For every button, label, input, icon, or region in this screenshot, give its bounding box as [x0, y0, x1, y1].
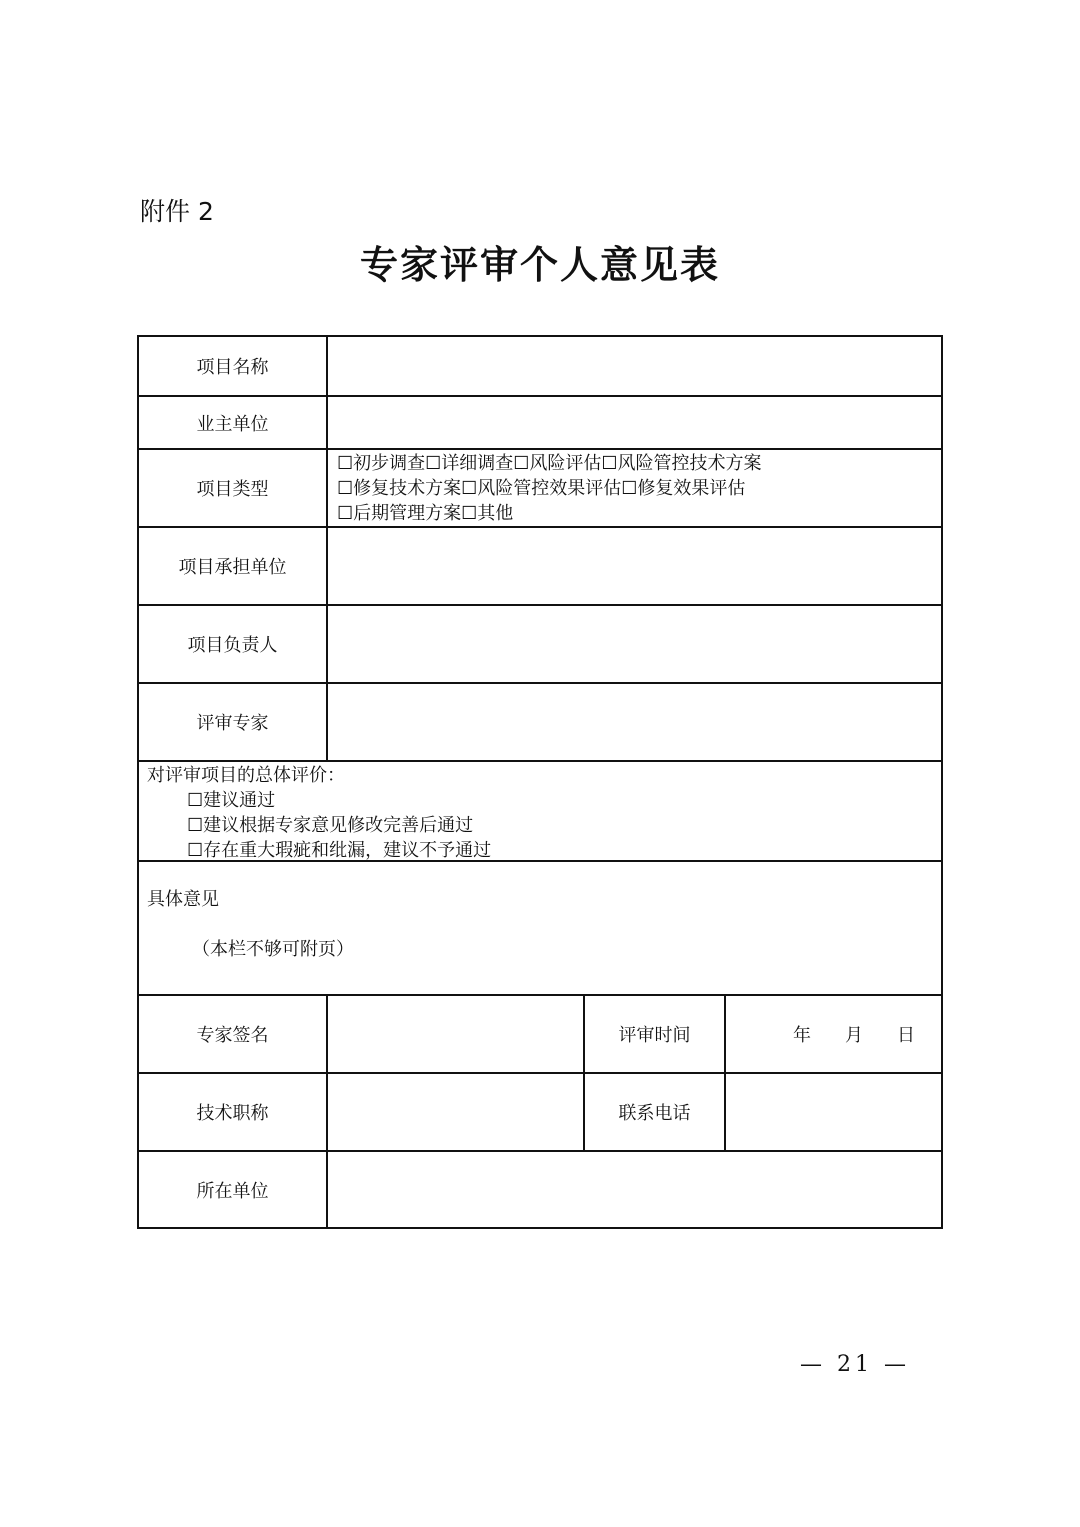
review-form-table [137, 335, 943, 1229]
evaluation-option-reject[interactable]: ☐存在重大瑕疵和纰漏，建议不予通过 [187, 840, 492, 861]
owner-unit-field[interactable] [328, 397, 941, 448]
page-number: — 21 — [800, 1352, 910, 1377]
row-divider [137, 760, 943, 762]
label-review-time: 评审时间 [618, 1025, 691, 1046]
evaluation-option-pass-after-revision[interactable]: ☐建议根据专家意见修改完善后通过 [187, 815, 474, 836]
label-expert-signature: 专家签名 [196, 1025, 269, 1046]
label-project-type: 项目类型 [196, 479, 269, 500]
project-name-field[interactable] [328, 337, 941, 395]
specific-opinion-note: （本栏不够可附页） [192, 939, 354, 960]
project-type-option-line[interactable]: ☐修复技术方案☐风险管控效果评估☐修复效果评估 [337, 478, 746, 499]
label-owner-unit: 业主单位 [196, 413, 269, 435]
affiliation-field[interactable] [328, 1152, 941, 1227]
label-review-expert: 评审专家 [196, 713, 269, 734]
project-type-options [337, 451, 762, 526]
table-border-right [941, 335, 943, 1229]
label-affiliation: 所在单位 [196, 1180, 269, 1202]
technical-title-field[interactable] [328, 1074, 583, 1150]
label-contact-phone: 联系电话 [618, 1103, 691, 1124]
project-type-option-line[interactable]: ☐后期管理方案☐其他 [337, 503, 514, 524]
label-project-leader: 项目负责人 [187, 635, 278, 656]
date-day: 日 [897, 1025, 915, 1046]
project-type-option-line[interactable]: ☐初步调查☐详细调查☐风险评估☐风险管控技术方案 [337, 453, 762, 474]
label-contractor-unit: 项目承担单位 [178, 557, 287, 578]
overall-evaluation-heading: 对评审项目的总体评价： [147, 765, 345, 786]
expert-signature-field[interactable] [328, 996, 583, 1072]
contact-phone-field[interactable] [726, 1074, 941, 1150]
attachment-label: 附件 2 [140, 197, 214, 226]
evaluation-option-pass[interactable]: ☐建议通过 [187, 790, 276, 811]
table-border-bottom [137, 1227, 943, 1229]
review-expert-field[interactable] [328, 684, 941, 760]
page-title: 专家评审个人意见表 [359, 243, 720, 287]
project-leader-field[interactable] [328, 606, 941, 682]
date-year: 年 [793, 1025, 811, 1046]
contractor-unit-field[interactable] [328, 528, 941, 604]
overall-evaluation [147, 763, 491, 863]
date-month: 月 [845, 1025, 863, 1046]
label-project-name: 项目名称 [196, 357, 269, 378]
specific-opinion-heading: 具体意见 [147, 889, 219, 910]
label-technical-title: 技术职称 [196, 1103, 269, 1124]
review-date-field[interactable] [725, 995, 943, 1073]
